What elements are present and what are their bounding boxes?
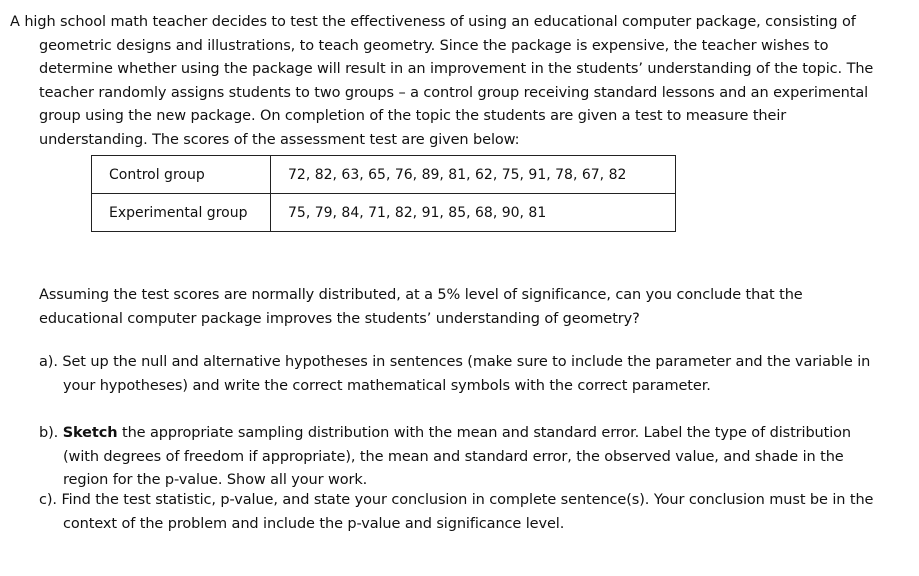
part-c-paragraph: c). Find the test statistic, p-value, and state your conclusion in complete sentence(s). Your conclusion must be in the context of the problem and include the p-value and significance level. <box>39 492 874 532</box>
table-row <box>92 194 676 232</box>
part-a-paragraph: a). Set up the null and alternative hypotheses in sentences (make sure to include the parameter and the variable in your hypotheses) and write the correct mathematical symbols with the correct parameter. <box>39 354 871 394</box>
control-group-label: Control group <box>92 156 271 194</box>
experimental-group-scores: 75, 79, 84, 71, 82, 91, 85, 68, 90, 81 <box>271 194 676 232</box>
part-b-text: the appropriate sampling distribution with the mean and standard error. Label the type of distribution (with degrees of freedom if appropriate), the mean and standard error, the observed value, and shade in the region for the p-value. Show all your work. <box>63 425 852 488</box>
scores-table <box>91 155 676 232</box>
experimental-group-label: Experimental group <box>92 194 271 232</box>
control-group-scores: 72, 82, 63, 65, 76, 89, 81, 62, 75, 91, 78, 67, 82 <box>271 156 676 194</box>
part-b-paragraph <box>39 422 889 493</box>
part-b-prefix: b). <box>39 425 63 441</box>
part-b-bold: Sketch <box>62 425 118 441</box>
question-paragraph: Assuming the test scores are normally distributed, at a 5% level of significance, can you conclude that the educational computer package improves the students’ understanding of geometry? <box>39 287 803 327</box>
intro-paragraph: A high school math teacher decides to test the effectiveness of using an educational computer package, consisting of geometric designs and illustrations, to teach geometry. Since the package is expensive, the teacher wishes to determine whether using the package will result in an improvement in the students’ understanding of the topic. The teacher randomly assigns students to two groups – a control group receiving standard lessons and an experimental group using the new package. On completion of the topic the students are given a test to measure their understanding. The scores of the assessment test are given below: <box>10 14 874 148</box>
table-row <box>92 156 676 194</box>
